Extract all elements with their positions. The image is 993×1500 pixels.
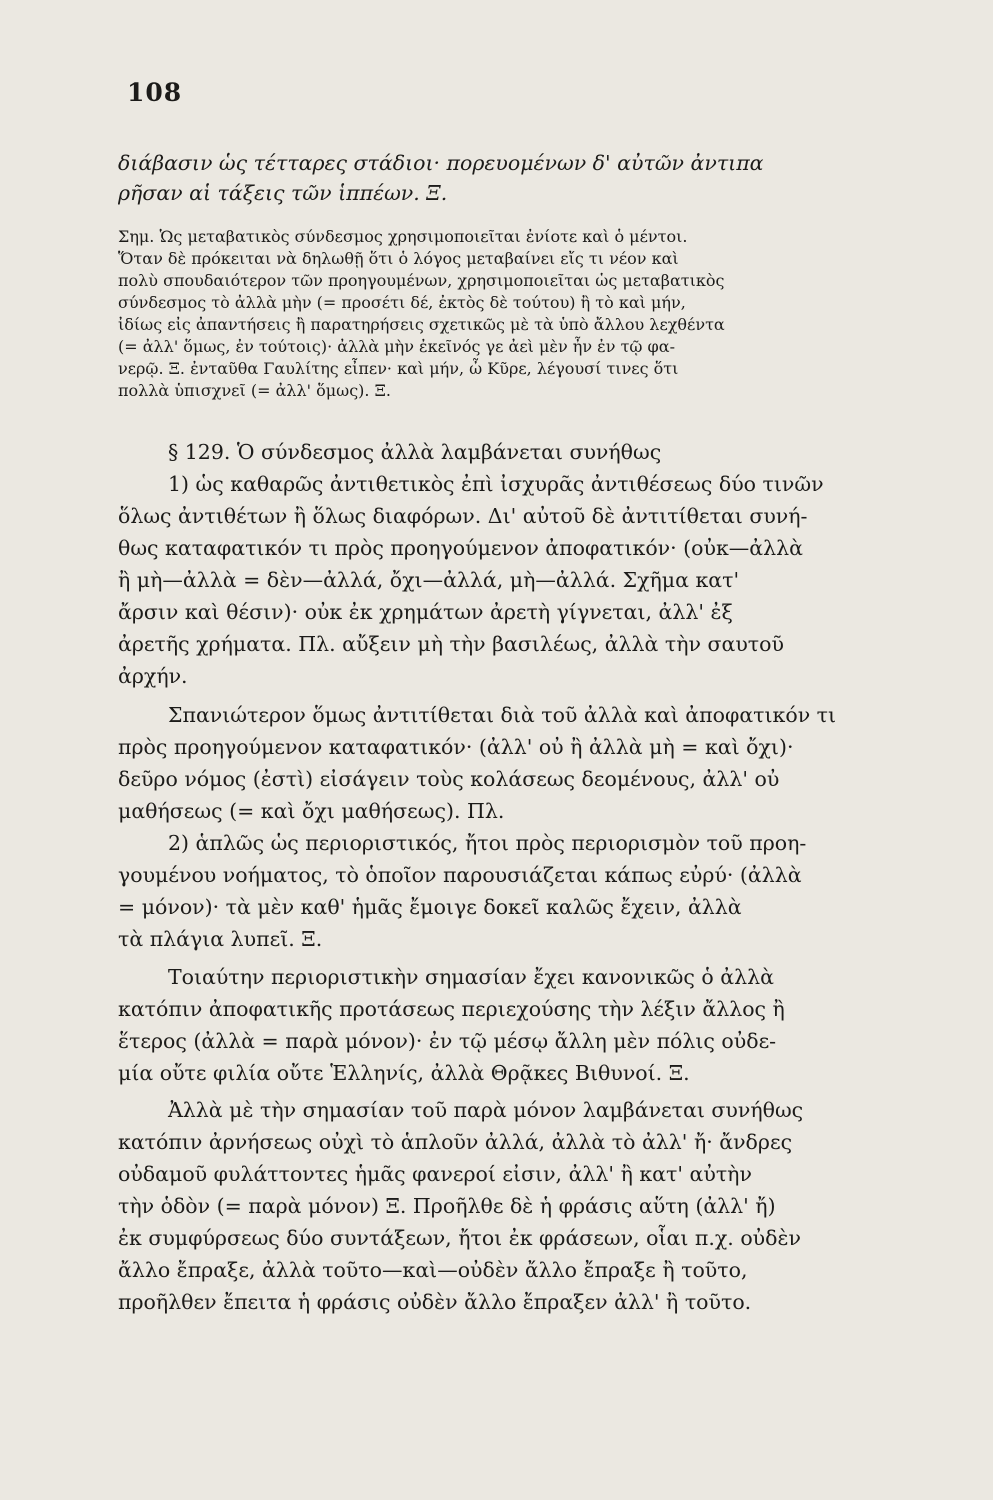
text-line: 2) ἁπλῶς ὡς περιοριστικός, ἤτοι πρὸς περιορισμὸν τοῦ προη- xyxy=(168,831,807,855)
note-line: ἰδίως εἰς ἀπαντήσεις ἢ παρατηρήσεις σχετικῶς μὲ τὰ ὑπὸ ἄλλου λεχθέντα xyxy=(118,315,725,334)
note-line: (= ἀλλ' ὅμως, ἐν τούτοις)· ἀλλὰ μὴν ἐκεῖνός γε ἀεὶ μὲν ἦν ἐν τῷ φα- xyxy=(118,337,675,356)
text-line: γουμένου νοήματος, τὸ ὁποῖον παρουσιάζεται κάπως εὐρύ· (ἀλλὰ xyxy=(118,863,802,887)
text-line: ἄλλο ἔπραξε, ἀλλὰ τοῦτο—καὶ—οὐδὲν ἄλλο ἔπραξε ἢ τοῦτο, xyxy=(118,1258,748,1282)
text-line: θως καταφατικόν τι πρὸς προηγούμενον ἀποφατικόν· (οὐκ—ἀλλὰ xyxy=(118,536,803,560)
note-line: πολλὰ ὑπισχνεῖ (= ἀλλ' ὅμως). Ξ. xyxy=(118,381,391,400)
note-line: σύνδεσμος τὸ ἀλλὰ μὴν (= προσέτι δέ, ἐκτὸς δὲ τούτου) ἢ τὸ καὶ μήν, xyxy=(118,293,686,312)
text-line: ἀρετῆς χρήματα. Πλ. αὔξειν μὴ τὴν βασιλέως, ἀλλὰ τὴν σαυτοῦ xyxy=(118,632,784,656)
text-line: ρῆσαν αἱ τάξεις τῶν ἱππέων. Ξ. xyxy=(118,181,448,205)
text-line: προῆλθεν ἔπειτα ἡ φράσις οὐδὲν ἄλλο ἔπραξεν ἀλλ' ἢ τοῦτο. xyxy=(118,1290,752,1314)
text-line: ἢ μὴ—ἀλλὰ = δὲν—ἀλλά, ὄχι—ἀλλά, μὴ—ἀλλά. Σχῆμα κατ' xyxy=(118,568,740,592)
text-line: κατόπιν ἀρνήσεως οὐχὶ τὸ ἁπλοῦν ἀλλά, ἀλλὰ τὸ ἀλλ' ἤ· ἄνδρες xyxy=(118,1130,793,1154)
text-line: Σπανιώτερον ὅμως ἀντιτίθεται διὰ τοῦ ἀλλὰ καὶ ἀποφατικόν τι xyxy=(168,703,837,727)
text-line: τὰ πλάγια λυπεῖ. Ξ. xyxy=(118,927,323,951)
text-line: = μόνον)· τὰ μὲν καθ' ἡμᾶς ἔμοιγε δοκεῖ καλῶς ἔχειν, ἀλλὰ xyxy=(118,895,742,919)
note-line: Ὅταν δὲ πρόκειται νὰ δηλωθῇ ὅτι ὁ λόγος μεταβαίνει εἴς τι νέον καὶ xyxy=(118,249,679,268)
text-line: μία οὔτε φιλία οὔτε Ἑλληνίς, ἀλλὰ Θρᾷκες Βιθυνοί. Ξ. xyxy=(118,1061,690,1085)
text-line: ἄρσιν καὶ θέσιν)· οὐκ ἐκ χρημάτων ἀρετὴ γίγνεται, ἀλλ' ἐξ xyxy=(118,600,733,624)
text-line: διάβασιν ὡς τέτταρες στάδιοι· πορευομένων δ' αὐτῶν ἀντιπα xyxy=(118,151,764,175)
text-line: Τοιαύτην περιοριστικὴν σημασίαν ἔχει κανονικῶς ὁ ἀλλὰ xyxy=(168,965,774,989)
text-line: Ἀλλὰ μὲ τὴν σημασίαν τοῦ παρὰ μόνον λαμβάνεται συνήθως xyxy=(168,1098,804,1122)
text-line: οὐδαμοῦ φυλάττοντες ἡμᾶς φανεροί εἰσιν, ἀλλ' ἢ κατ' αὐτὴν xyxy=(118,1162,752,1186)
note-line: πολὺ σπουδαιότερον τῶν προηγουμένων, χρησιμοποιεῖται ὡς μεταβατικὸς xyxy=(118,271,725,290)
text-line: πρὸς προηγούμενον καταφατικόν· (ἀλλ' οὐ ἢ ἀλλὰ μὴ = καὶ ὄχι)· xyxy=(118,735,794,759)
page-number: 108 xyxy=(127,78,183,107)
note-line: νερῷ. Ξ. ἐνταῦθα Γαυλίτης εἶπεν· καὶ μήν, ὦ Κῦρε, λέγουσί τινες ὅτι xyxy=(118,359,679,378)
text-line: ἐκ συμφύρσεως δύο συντάξεων, ἤτοι ἐκ φράσεων, οἷαι π.χ. οὐδὲν xyxy=(118,1226,801,1250)
text-line: κατόπιν ἀποφατικῆς προτάσεως περιεχούσης τὴν λέξιν ἄλλος ἢ xyxy=(118,997,785,1021)
text-line: ἀρχήν. xyxy=(118,664,188,688)
text-line: τὴν ὁδὸν (= παρὰ μόνον) Ξ. Προῆλθε δὲ ἡ φράσις αὕτη (ἀλλ' ἤ) xyxy=(118,1194,776,1218)
section-heading: § 129. Ὁ σύνδεσμος ἀλλὰ λαμβάνεται συνήθως xyxy=(168,440,662,464)
text-line: ἕτερος (ἀλλὰ = παρὰ μόνον)· ἐν τῷ μέσῳ ἄλλη μὲν πόλις οὐδε- xyxy=(118,1029,777,1053)
text-line: μαθήσεως (= καὶ ὄχι μαθήσεως). Πλ. xyxy=(118,799,505,823)
text-line: δεῦρο νόμος (ἐστὶ) εἰσάγειν τοὺς κολάσεως δεομένους, ἀλλ' οὐ xyxy=(118,767,780,791)
text-line: 1) ὡς καθαρῶς ἀντιθετικὸς ἐπὶ ἰσχυρᾶς ἀντιθέσεως δύο τινῶν xyxy=(168,472,824,496)
text-line: ὅλως ἀντιθέτων ἢ ὅλως διαφόρων. Δι' αὐτοῦ δὲ ἀντιτίθεται συνή- xyxy=(118,504,808,528)
note-line: Σημ. Ὡς μεταβατικὸς σύνδεσμος χρησιμοποιεῖται ἐνίοτε καὶ ὁ μέντοι. xyxy=(118,227,688,246)
